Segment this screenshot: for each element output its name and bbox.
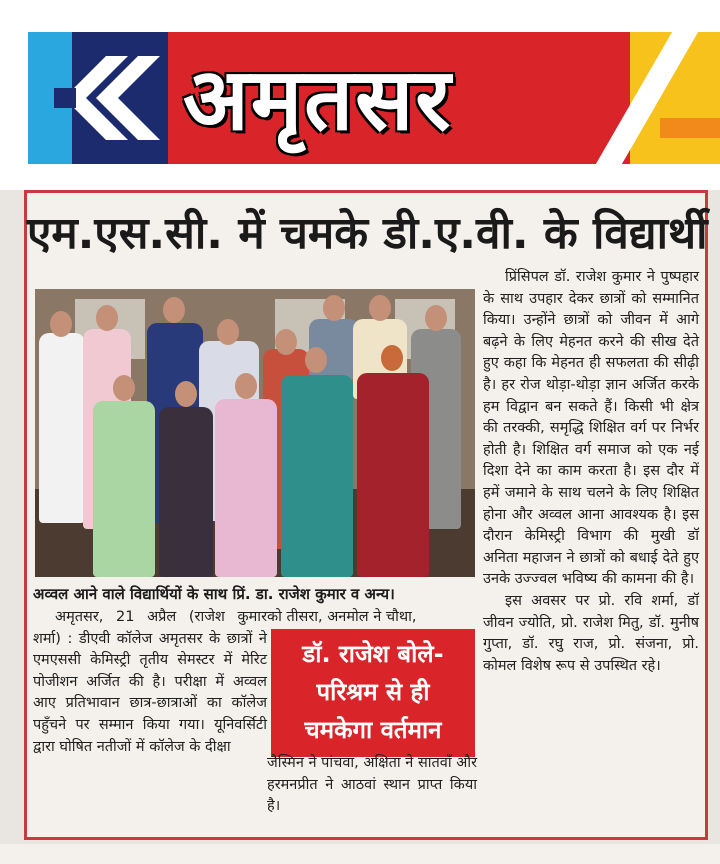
article-paragraph: अमृतसर, 21 अप्रैल (राजेश कुमार शर्मा) : डीएवी कॉलेज अमृतसर के छात्रों ने एमएससी केमिस्ट्री तृतीय सेमस्टर में मेरिट पोजीशन अर्जित की है। परीक्षा में अव्वल आए प्रतिभावान छात्र-छात्राओं का कॉलेज पहुँचने पर सम्मान किया गया। यूनिवर्सिटी द्वारा घोषित नतीजों में कॉलेज के दीक्षा <box>33 609 267 755</box>
article-column-left <box>33 607 267 758</box>
person-head <box>235 373 257 399</box>
person-head <box>323 295 345 321</box>
person-head <box>381 345 403 371</box>
news-article <box>24 190 708 840</box>
person <box>93 401 155 577</box>
person-head <box>175 381 197 407</box>
article-paragraph: प्रिंसिपल डॉ. राजेश कुमार ने पुष्पहार के साथ उपहार देकर छात्रों को सम्मानित किया। उन्होंने छात्रों को जीवन में आगे बढ़ने के लिए मेहनत करने की सीख देते हुए कहा कि मेहनत ही सफलता की सीढ़ी है। हर रोज थोड़ा-थोड़ा ज्ञान अर्जित करके हम विद्वान बन सकते हैं। किसी भी क्षेत्र की तरक्की, समृद्धि शिक्षित वर्ग पर निर्भर होती है। शिक्षित वर्ग समाज को एक नई दिशा देने का काम करता है। इस दौर में हमें जमाने के साथ चलने के लिए शिक्षित होना और अव्वल आना आवश्यक है। इस दौरान केमिस्ट्री विभाग की मुखी डॉ अनिता महाजन ने छात्रों को बधाई देते हुए उनके उज्ज्वल भविष्य की कामना की है। <box>483 269 699 588</box>
person <box>39 333 85 523</box>
photo-caption: अव्वल आने वाले विद्यार्थियों के साथ प्रिं. डा. राजेश कुमार व अन्य। <box>33 585 395 603</box>
person <box>357 373 429 577</box>
article-paragraph: को तीसरा, अनमोल ने चौथा, <box>267 609 417 625</box>
person-head <box>275 329 297 355</box>
person <box>159 407 213 577</box>
person-head <box>50 311 72 337</box>
pull-quote-line: परिश्रम से ही <box>316 678 430 706</box>
article-column-mid-top <box>267 607 477 629</box>
double-chevron-left-icon <box>46 52 166 144</box>
pull-quote-line: डॉ. राजेश बोले- <box>302 640 444 668</box>
article-column-mid <box>267 753 477 818</box>
article-paragraph: जैस्मिन ने पांचवा, अक्षिता ने सातवाँ और हरमनप्रीत ने आठवां स्थान प्राप्त किया है। <box>267 755 477 815</box>
person-head <box>369 295 391 321</box>
person-head <box>96 305 118 331</box>
article-column-right <box>483 267 699 677</box>
person-head <box>113 375 135 401</box>
person-head <box>163 297 185 323</box>
person-head <box>425 305 447 331</box>
article-paragraph: इस अवसर पर प्रो. रवि शर्मा, डॉ जीवन ज्योति, प्रो. राजेश मितु, डॉ. मुनीष गुप्ता, डॉ. रघु राज, प्रो. संजना, प्रो. कोमल विशेष रूप से उपस्थित रहे। <box>483 592 699 674</box>
section-title: अमृतसर <box>183 50 453 150</box>
next-article-strip <box>0 844 720 864</box>
banner-strip <box>28 32 720 164</box>
pull-quote-box <box>271 629 475 757</box>
article-headline: एम.एस.सी. में चमके डी.ए.वी. के विद्यार्थी <box>27 208 708 259</box>
person <box>215 399 277 577</box>
person <box>281 375 353 577</box>
person-head <box>305 347 327 373</box>
person-head <box>217 319 239 345</box>
pull-quote-line: चमकेगा वर्तमान <box>304 716 442 744</box>
section-banner <box>0 0 720 190</box>
banner-orange-band <box>660 118 720 138</box>
group-photo <box>35 289 475 577</box>
